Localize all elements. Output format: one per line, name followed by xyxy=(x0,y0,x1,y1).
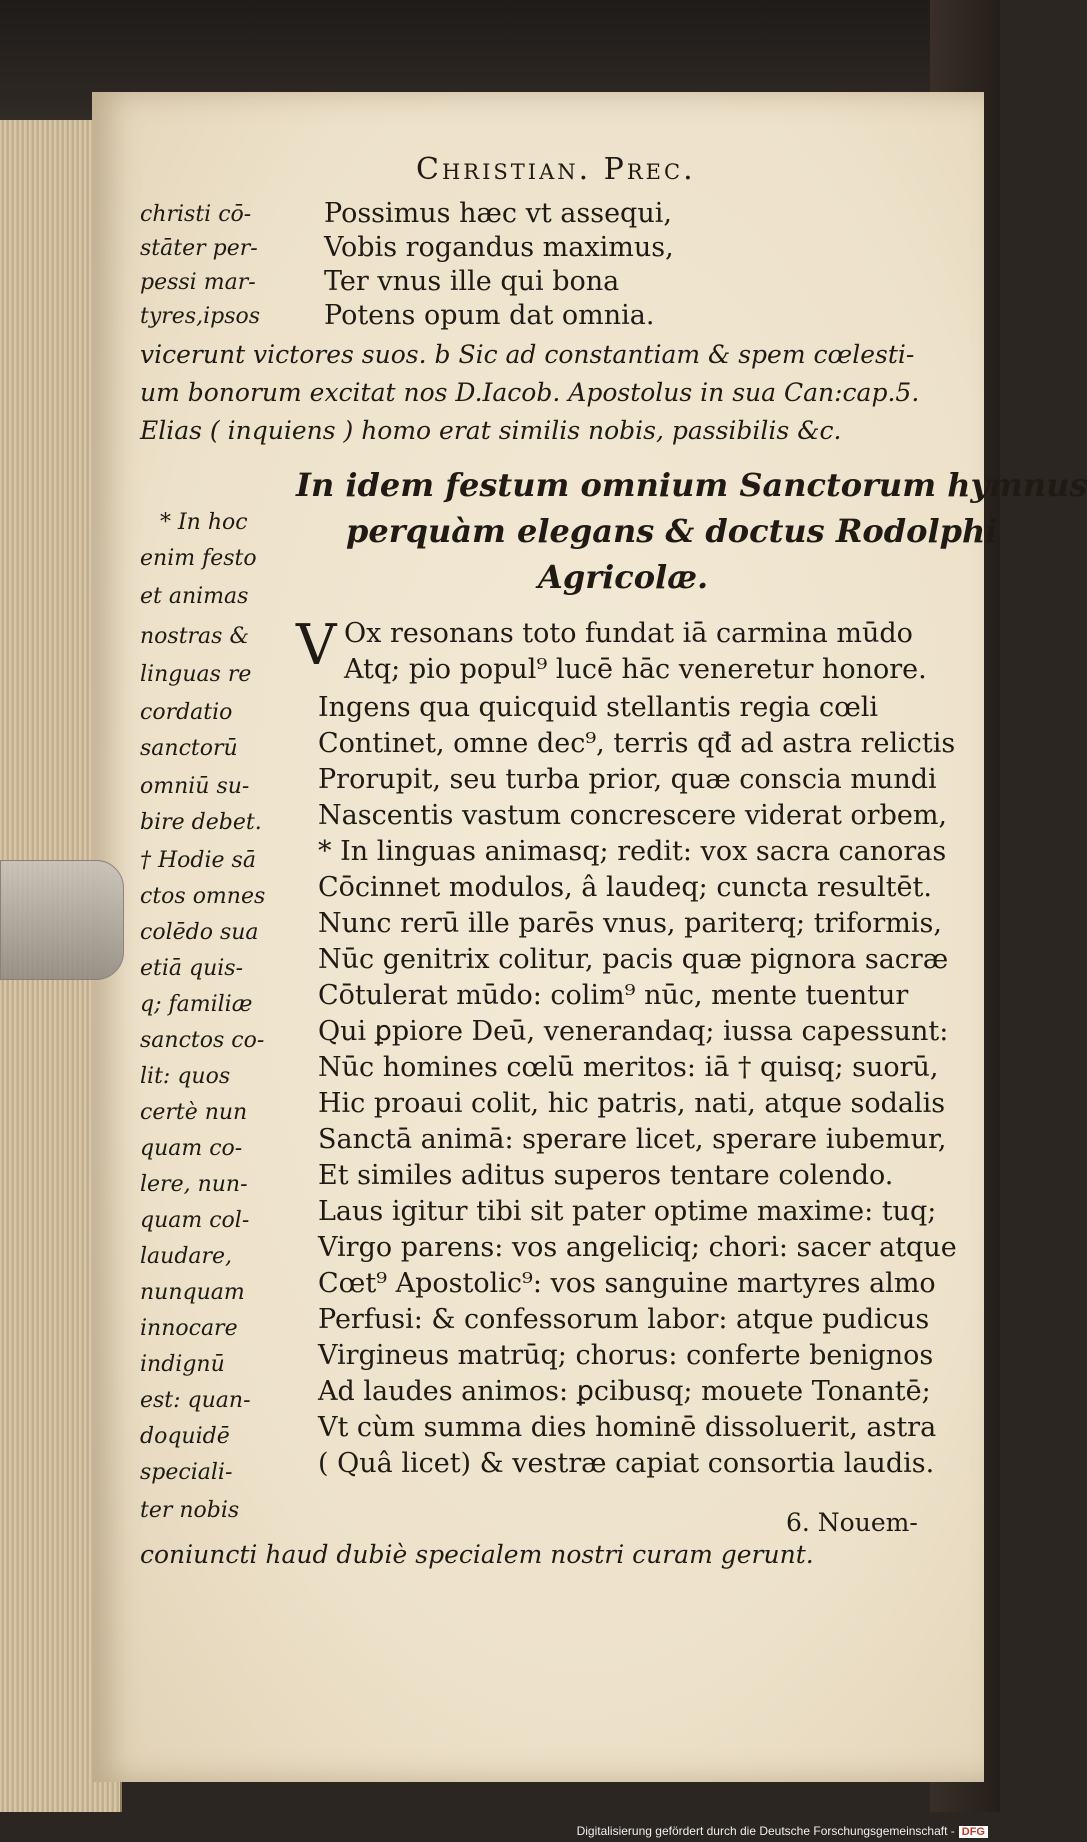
hymn-line: Qui ꝑpiore Deū, venerandaq; iussa capessunt: xyxy=(318,1016,949,1047)
side-note: sanctos co- xyxy=(140,1028,265,1053)
catchword: 6. Nouem- xyxy=(786,1508,918,1537)
side-note: innocare xyxy=(140,1316,238,1341)
verse-line: Possimus hæc vt assequi, xyxy=(324,198,672,229)
verse-line: Vobis rogandus maximus, xyxy=(324,232,674,263)
hymn-line: Laus igitur tibi sit pater optime maxime: tuq; xyxy=(318,1196,937,1227)
hymn-line: Prorupit, seu turba prior, quæ conscia mundi xyxy=(318,764,937,795)
hymn-line: Atq; pio popul⁹ lucē hāc veneretur honore. xyxy=(344,654,927,685)
side-note: * In hoc xyxy=(160,510,248,535)
hymn-line: Ox resonans toto fundat iā carmina mūdo xyxy=(344,618,913,649)
hymn-line: Nūc genitrix colitur, pacis quæ pignora sacræ xyxy=(318,944,949,975)
hymn-heading-line: In idem festum omnium Sanctorum hymnus xyxy=(296,466,1087,504)
hymn-line: Ad laudes animos: ꝑcibusq; mouete Tonantē; xyxy=(318,1376,931,1407)
side-note: certè nun xyxy=(140,1100,248,1125)
hymn-line: Cōcinnet modulos, â laudeq; cuncta resultēt. xyxy=(318,872,932,903)
hymn-line: Cōtulerat mūdo: colim⁹ nūc, mente tuentur xyxy=(318,980,909,1011)
hymn-line: * In linguas animasq; redit: vox sacra canoras xyxy=(318,836,947,867)
side-note: q; familiæ xyxy=(140,992,253,1017)
side-note: bire debet. xyxy=(140,810,262,835)
hymn-dropcap: V xyxy=(296,613,337,678)
side-note: ter nobis xyxy=(140,1498,240,1523)
side-note: colēdo sua xyxy=(140,920,259,945)
side-note: etiā quis- xyxy=(140,956,244,981)
hymn-line: Et similes aditus superos tentare colendo. xyxy=(318,1160,894,1191)
side-note: † Hodie sā xyxy=(140,848,256,873)
prose-line: Elias ( inquiens ) homo erat similis nobis, passibilis &c. xyxy=(140,416,842,445)
hymn-line: Hic proaui colit, hic patris, nati, atque sodalis xyxy=(318,1088,946,1119)
hymn-line: Sanctā animā: sperare licet, sperare iubemur, xyxy=(318,1124,947,1155)
dfg-logo: DFG xyxy=(959,1826,988,1838)
hymn-line: Continet, omne dec⁹, terris qđ ad astra relictis xyxy=(318,728,956,759)
hymn-line: Virgineus matrūq; chorus: conferte benignos xyxy=(318,1340,934,1371)
hymn-line: Virgo parens: vos angeliciq; chori: sacer atque xyxy=(318,1232,957,1263)
side-note: quam col- xyxy=(140,1208,250,1233)
side-note: laudare, xyxy=(140,1244,233,1269)
side-note: enim festo xyxy=(140,546,257,571)
running-head: Christian. Prec. xyxy=(416,152,696,187)
verse-line: Potens opum dat omnia. xyxy=(324,300,655,331)
side-note: indignū xyxy=(140,1352,225,1377)
side-note: sanctorū xyxy=(140,736,238,761)
margin-note: christi cō- xyxy=(140,202,252,227)
margin-note: tyres,ipsos xyxy=(140,304,261,329)
side-note: quam co- xyxy=(140,1136,243,1161)
hymn-line: Nascentis vastum concrescere viderat orbem, xyxy=(318,800,948,831)
side-note: et animas xyxy=(140,584,249,609)
hymn-line: Vt cùm summa dies hominē dissoluerit, astra xyxy=(318,1412,937,1443)
hymn-line: Ingens qua quicquid stellantis regia cœli xyxy=(318,692,879,723)
side-note: nostras & xyxy=(140,624,250,649)
prose-line: um bonorum excitat nos D.Iacob. Apostolus in sua Can:cap.5. xyxy=(140,378,920,407)
margin-note: pessi mar- xyxy=(140,270,256,295)
hymn-heading-line: Agricolæ. xyxy=(538,558,709,596)
side-note: linguas re xyxy=(140,662,252,687)
side-note: est: quan- xyxy=(140,1388,251,1413)
verse-line: Ter vnus ille qui bona xyxy=(324,266,620,297)
hymn-line: ( Quâ licet) & vestræ capiat consortia laudis. xyxy=(318,1448,935,1479)
hymn-line: Nunc rerū ille parēs vnus, pariterq; triformis, xyxy=(318,908,942,939)
prose-line: vicerunt victores suos. b Sic ad constantiam & spem cœlesti- xyxy=(140,340,915,369)
side-note: lere, nun- xyxy=(140,1172,248,1197)
hymn-line: Cœt⁹ Apostolic⁹: vos sanguine martyres almo xyxy=(318,1268,936,1299)
closing-line: coniuncti haud dubiè specialem nostri curam gerunt. xyxy=(140,1540,814,1569)
side-note: nunquam xyxy=(140,1280,245,1305)
footer-credit xyxy=(577,1824,988,1838)
side-note: ctos omnes xyxy=(140,884,266,909)
side-note: lit: quos xyxy=(140,1064,231,1089)
side-note: speciali- xyxy=(140,1460,233,1485)
page-clip xyxy=(0,860,124,980)
hymn-heading-line: perquàm elegans & doctus Rodolphi xyxy=(346,512,998,550)
side-note: omniū su- xyxy=(140,774,250,799)
margin-note: stāter per- xyxy=(140,236,258,261)
footer-credit-text: Digitalisierung gefördert durch die Deutsche Forschungsgemeinschaft - xyxy=(576,1824,955,1838)
hymn-line: Perfusi: & confessorum labor: atque pudicus xyxy=(318,1304,930,1335)
side-note: cordatio xyxy=(140,700,233,725)
hymn-line: Nūc homines cœlū meritos: iā † quisq; suorū, xyxy=(318,1052,939,1083)
side-note: doquidē xyxy=(140,1424,230,1449)
